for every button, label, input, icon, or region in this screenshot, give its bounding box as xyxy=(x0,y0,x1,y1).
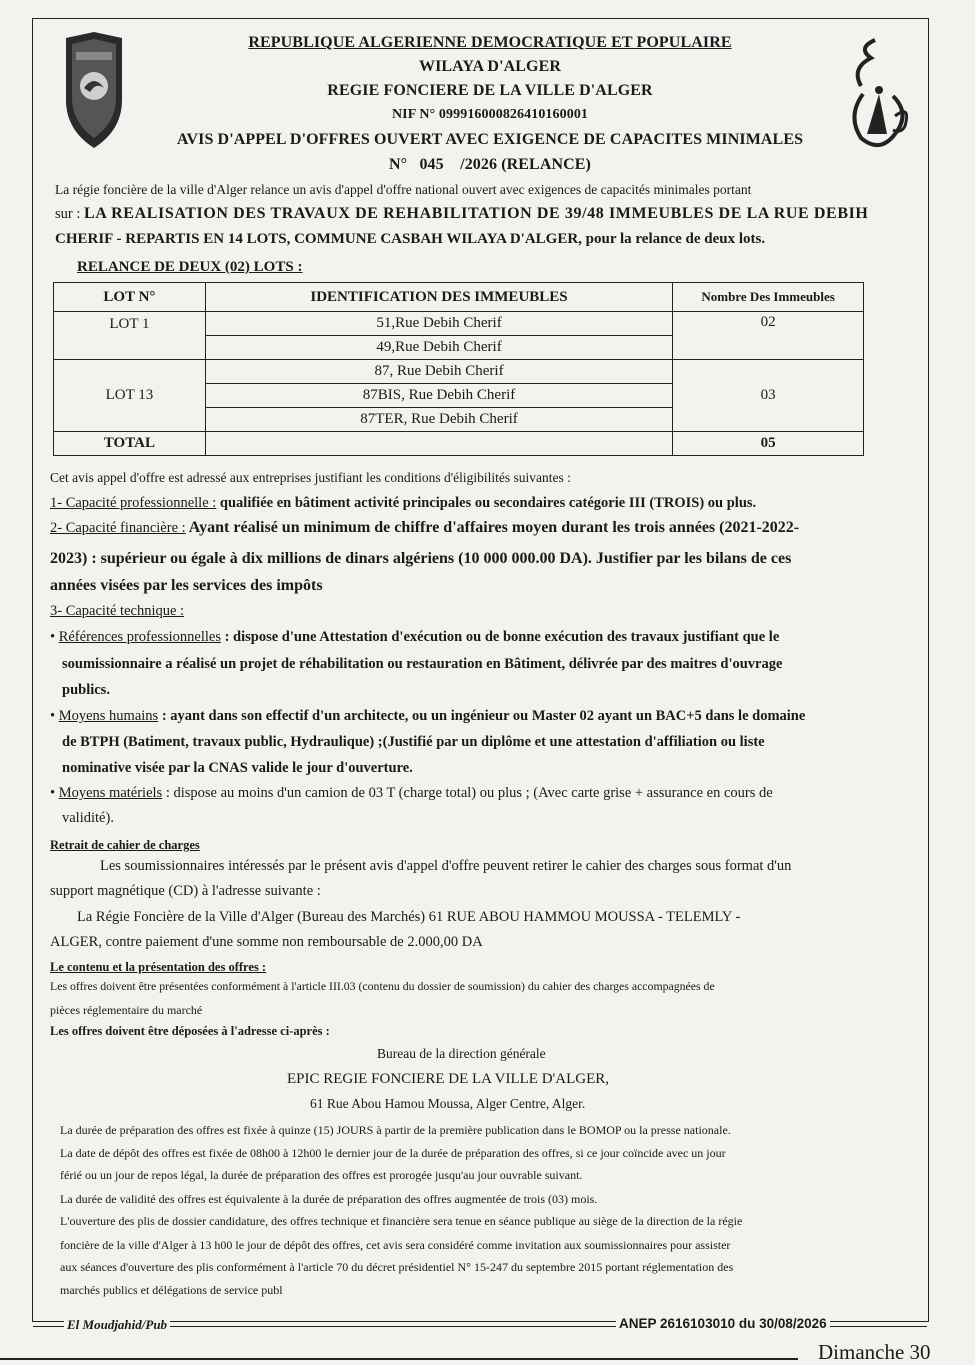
mat-label: Moyens matériels xyxy=(58,785,163,801)
wilaya-crest-logo xyxy=(62,30,126,150)
total-count: 05 xyxy=(673,432,864,456)
page-date-corner: Dimanche 30 xyxy=(818,1340,931,1364)
table-header-row xyxy=(54,283,864,312)
total-empty xyxy=(205,432,672,456)
depot-line: Les offres doivent être déposées à l'adresse ci-après : xyxy=(50,1024,330,1038)
intro-line-3: CHERIF - REPARTIS EN 14 LOTS, COMMUNE CASBAH WILAYA D'ALGER, pour la relance de deux lots. xyxy=(55,231,766,247)
header-lot-number: LOT N° xyxy=(54,283,206,312)
mat-text-2: validité). xyxy=(62,810,114,826)
footer-anep-reference: ANEP 2616103010 du 30/08/2026 xyxy=(616,1316,830,1331)
contenu-text-1: Les offres doivent être présentées conformément à l'article III.03 (contenu du dossier de soumission) du cahier des charges accompagnées de xyxy=(50,979,715,993)
condition-2-text-1: Ayant réalisé un minimum de chiffre d'affaires moyen durant les trois années (2021-2022- xyxy=(185,519,800,536)
hum-label: Moyens humains xyxy=(58,708,159,724)
condition-1 xyxy=(50,494,756,512)
detail-line-8: marchés publics et délégations de service publ xyxy=(60,1283,283,1297)
conditions-intro: Cet avis appel d'offre est adressé aux entreprises justifiant les conditions d'éligibilités suivantes : xyxy=(50,470,571,485)
hum-text-3: nominative visée par la CNAS valide le jour d'ouverture. xyxy=(62,760,413,776)
contenu-heading: Le contenu et la présentation des offres : xyxy=(50,960,267,974)
lot13-name: LOT 13 xyxy=(54,360,206,432)
condition-2-text-3: années visées par les services des impôts xyxy=(50,577,323,594)
republic-title: REPUBLIQUE ALGERIENNE DEMOCRATIQUE ET POPULAIRE xyxy=(248,34,732,51)
ref-line-1 xyxy=(50,628,779,646)
relance-heading: RELANCE DE DEUX (02) LOTS : xyxy=(77,259,303,275)
hum-text-1: : ayant dans son effectif d'un architecte, ou un ingénieur ou Master 02 ayant un BAC+5 dans le domaine xyxy=(158,708,806,724)
condition-3-label: 3- Capacité technique : xyxy=(50,603,185,619)
total-label: TOTAL xyxy=(54,432,206,456)
lot1-address-1: 51,Rue Debih Cherif xyxy=(205,312,672,336)
detail-line-1: La durée de préparation des offres est fixée à quinze (15) JOURS à partir de la première publication dans le BOMOP ou la presse nationale. xyxy=(60,1123,731,1137)
retrait-text-4: ALGER, contre paiement d'une somme non remboursable de 2.000,00 DA xyxy=(50,934,483,950)
lots-table xyxy=(53,282,864,456)
condition-2-label: 2- Capacité financière : xyxy=(50,520,186,536)
address-line-2: EPIC REGIE FONCIERE DE LA VILLE D'ALGER, xyxy=(287,1071,609,1087)
ref-text-1: : dispose d'une Attestation d'exécution ou de bonne exécution des travaux justifiant que le xyxy=(220,629,780,645)
detail-line-6: foncière de la ville d'Alger à 13 h00 le jour de dépôt des offres, cet avis sera considéré comme invitation aux soumissionnaires pour assister xyxy=(60,1238,731,1252)
address-line-1: Bureau de la direction générale xyxy=(377,1046,546,1061)
header-identification: IDENTIFICATION DES IMMEUBLES xyxy=(205,283,672,312)
intro-object: LA REALISATION DES TRAVAUX DE REHABILITATION DE 39/48 IMMEUBLES DE LA RUE DEBIH xyxy=(84,205,869,222)
intro-line-1: La régie foncière de la ville d'Alger relance un avis d'appel d'offre national ouvert avec exigences de capacités minimales portant xyxy=(55,182,752,197)
table-row xyxy=(54,360,864,384)
condition-1-text: qualifiée en bâtiment activité principales ou secondaires catégorie III (TROIS) ou plus. xyxy=(216,495,757,511)
intro-line-2 xyxy=(55,205,868,223)
retrait-text-1: Les soumissionnaires intéressés par le présent avis d'appel d'offre peuvent retirer le cahier des charges sous format d'un xyxy=(100,858,792,874)
hum-line-1 xyxy=(50,707,805,725)
lot13-address-1: 87, Rue Debih Cherif xyxy=(205,360,672,384)
mat-line-1 xyxy=(50,784,773,802)
detail-line-7: aux séances d'ouverture des plis conformément à l'article 70 du décret présidentiel N° 15-247 du septembre 2015 portant réglementation des xyxy=(60,1260,734,1274)
regie-fonciere-logo xyxy=(845,34,915,152)
lot1-address-2: 49,Rue Debih Cherif xyxy=(205,336,672,360)
address-line-3: 61 Rue Abou Hamou Moussa, Alger Centre, Alger. xyxy=(310,1096,586,1111)
wilaya-title: WILAYA D'ALGER xyxy=(418,58,562,75)
condition-1-label: 1- Capacité professionnelle : xyxy=(50,495,217,511)
retrait-text-2: support magnétique (CD) à l'adresse suivante : xyxy=(50,883,321,899)
ref-label: Références professionnelles xyxy=(58,629,221,645)
footer-source: El Moudjahid/Pub xyxy=(64,1317,170,1333)
regie-title: REGIE FONCIERE DE LA VILLE D'ALGER xyxy=(327,82,653,99)
intro-sur: sur : xyxy=(55,206,84,222)
table-row xyxy=(54,312,864,336)
nif-number: NIF N° 099916000826410160001 xyxy=(391,107,589,122)
table-total-row xyxy=(54,432,864,456)
lot1-count: 02 xyxy=(673,312,864,360)
hum-text-2: de BTPH (Batiment, travaux public, Hydraulique) ;(Justifié par un diplôme et une attestation d'affiliation ou liste xyxy=(62,734,765,750)
lot13-count: 03 xyxy=(673,360,864,432)
detail-line-4: La durée de validité des offres est équivalente à la durée de préparation des offres augmentée de trois (03) mois. xyxy=(60,1192,598,1206)
mat-text-1: : dispose au moins d'un camion de 03 T (charge total) ou plus ; (Avec carte grise + assurance en cours de xyxy=(162,785,773,801)
detail-line-5: L'ouverture des plis de dossier candidature, des offres technique et financière sera tenue en séance publique au siège de la direction de la régie xyxy=(60,1214,743,1228)
ref-text-2: soumissionnaire a réalisé un projet de réhabilitation ou restauration en Bâtiment, délivrée par des maitres d'ouvrage xyxy=(62,656,783,672)
retrait-text-3: La Régie Foncière de la Ville d'Alger (Bureau des Marchés) 61 RUE ABOU HAMMOU MOUSSA - TELEMLY - xyxy=(77,909,741,925)
condition-2-text-2: 2023) : supérieur ou égale à dix millions de dinars algériens (10 000 000.00 DA). Justifier par les bilans de ces xyxy=(50,550,792,567)
notice-number: N° 045 /2026 (RELANCE) xyxy=(389,156,591,173)
detail-line-3: férié ou un jour de repos légal, la durée de préparation des offres est prorogée jusqu'au jour ouvrable suivant. xyxy=(60,1168,583,1182)
notice-title: AVIS D'APPEL D'OFFRES OUVERT AVEC EXIGENCE DE CAPACITES MINIMALES xyxy=(176,131,804,148)
ref-text-3: publics. xyxy=(62,682,110,698)
lot13-address-2: 87BIS, Rue Debih Cherif xyxy=(205,384,672,408)
lot1-name: LOT 1 xyxy=(54,312,206,360)
lot13-address-3: 87TER, Rue Debih Cherif xyxy=(205,408,672,432)
bottom-rule xyxy=(0,1358,798,1360)
detail-line-2: La date de dépôt des offres est fixée de 08h00 à 12h00 le dernier jour de la durée de préparation des offres, si ce jour coïncide avec un jour xyxy=(60,1146,726,1160)
condition-2 xyxy=(50,519,799,537)
retrait-heading: Retrait de cahier de charges xyxy=(50,838,200,852)
contenu-text-2: pièces réglementaire du marché xyxy=(50,1003,203,1017)
header-building-count: Nombre Des Immeubles xyxy=(673,283,864,312)
